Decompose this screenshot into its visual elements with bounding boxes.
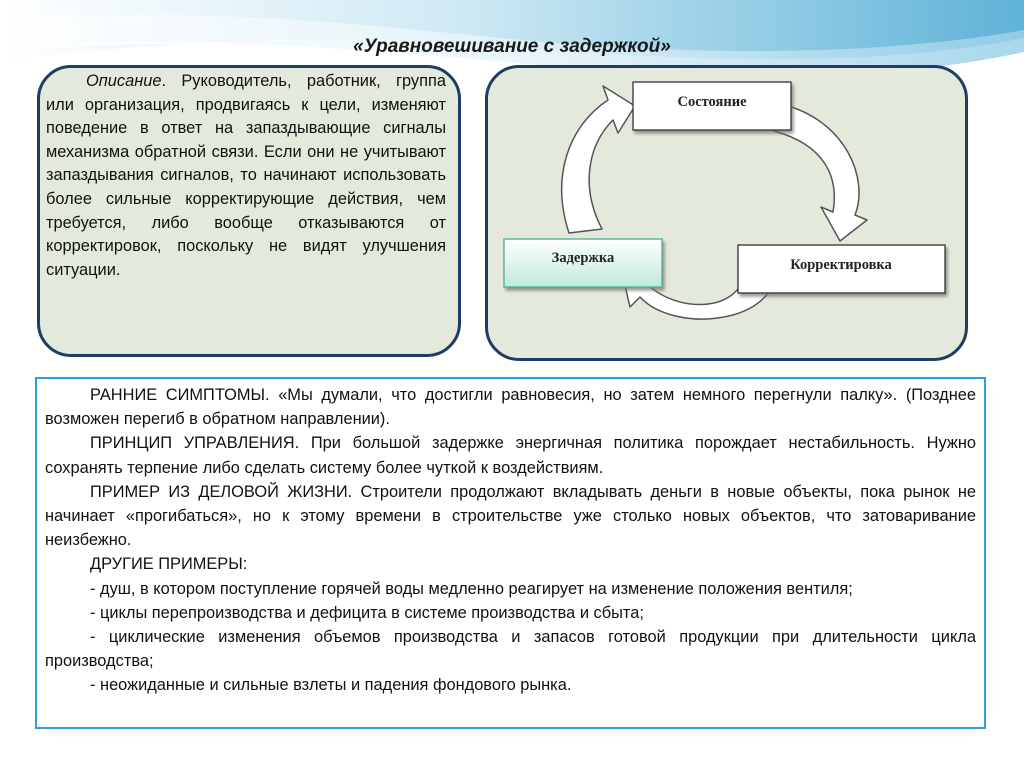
details-text [45,383,976,698]
delay-node [504,239,662,287]
paragraph-other-examples-heading: ДРУГИЕ ПРИМЕРЫ: [90,555,248,574]
description-body: . Руководитель, работник, группа или организация, продвигаясь к цели, изменяют поведение в ответ на запаздывающие сигналы механизма обратной связи. Если они не учитывают запаздывания сигналов, то начинают использовать более сильные корректирующие действия, чем требуется, либо вообще отказываются от корректировок, поскольку не видят улучшения ситуации. [46,72,446,279]
paragraph-management-principle: ПРИНЦИП УПРАВЛЕНИЯ. При большой задержке энергичная политика порождает нестабильность. Нужно сохранять терпение либо сделать систему более чуткой к воздействиям. [45,434,976,477]
state-node [633,82,791,130]
paragraph-business-example: ПРИМЕР ИЗ ДЕЛОВОЙ ЖИЗНИ. Строители продолжают вкладывать деньги в новые объекты, пока рынок не начинает «прогибаться», но к этому времени в строительстве уже столько новых объектов, что затоваривание неизбежно. [45,482,976,550]
description-label: Описание [86,72,162,90]
description-text [46,70,446,282]
state-label: Состояние [677,94,747,110]
correction-label: Корректировка [790,257,892,273]
list-item: - циклические изменения объемов производства и запасов готовой продукции при длительности цикла производства; [45,628,976,671]
feedback-loop-diagram [485,65,968,361]
list-item: - неожиданные и сильные взлеты и падения фондового рынка. [90,676,572,695]
list-item: - циклы перепроизводства и дефицита в системе производства и сбыта; [90,603,644,622]
arrow-delay-to-state-icon [562,86,635,233]
list-item: - душ, в котором поступление горячей воды медленно реагирует на изменение положения вентиля; [90,579,853,598]
correction-node [738,245,945,293]
slide-title: «Уравновешивание с задержкой» [353,36,671,57]
delay-label: Задержка [551,250,615,266]
paragraph-early-symptoms: РАННИЕ СИМПТОМЫ. «Мы думали, что достигли равновесия, но затем немного перегнули палку». (Позднее возможен перегиб в обратном направлении). [45,386,976,429]
